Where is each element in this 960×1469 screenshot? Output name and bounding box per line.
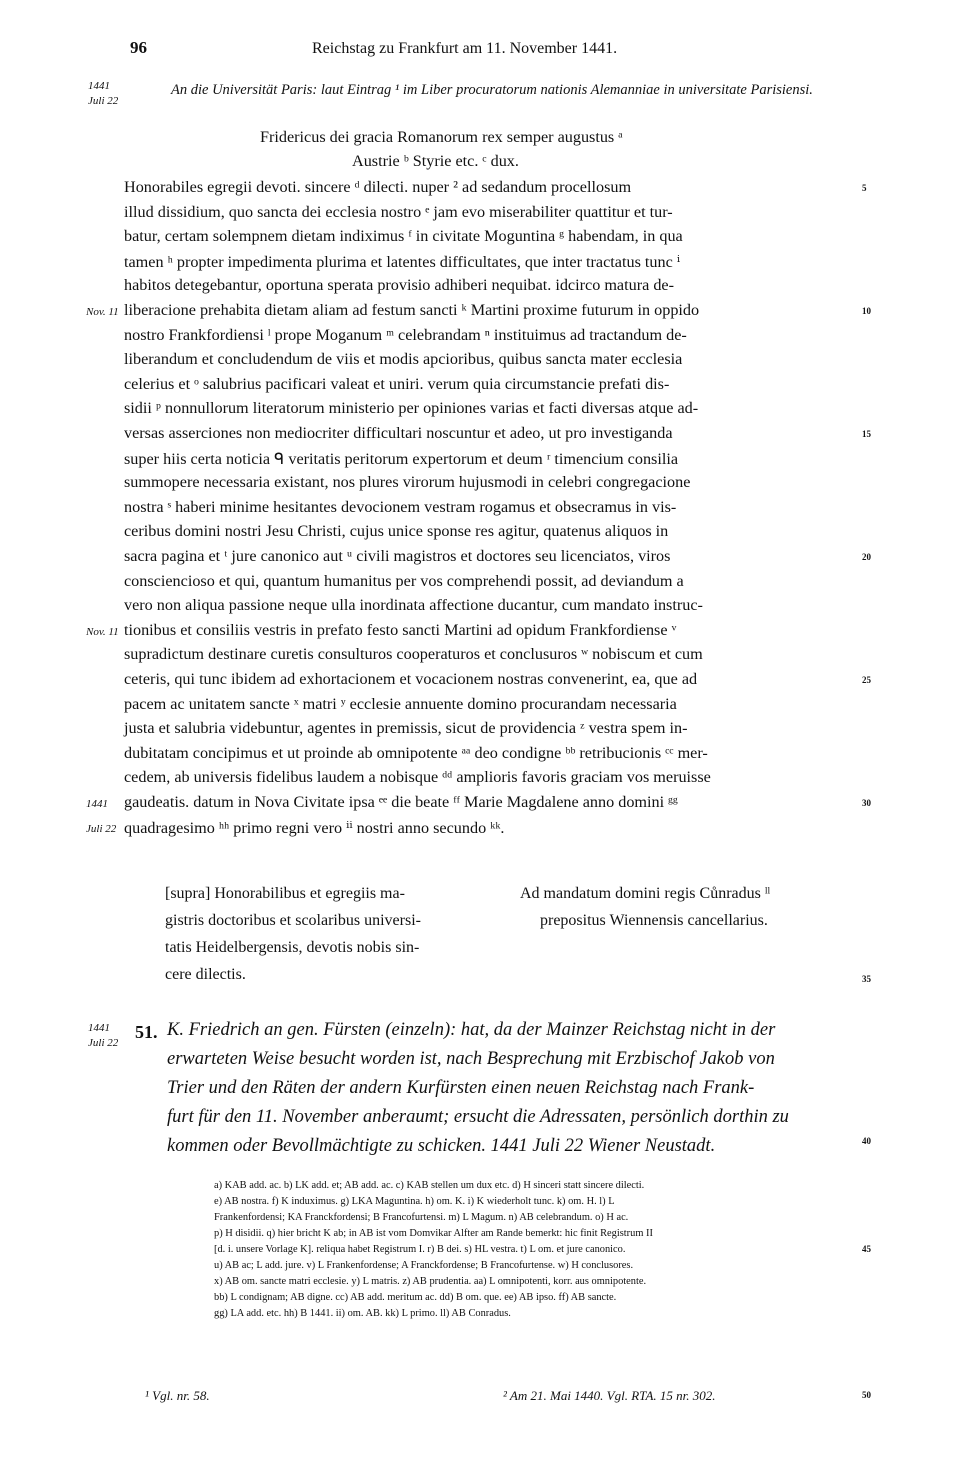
body-line: super hiis certa noticia ᑫ veritatis peritorum expertorum et deum ʳ timencium consilia <box>124 449 679 468</box>
page-number: 96 <box>130 38 147 57</box>
margin-year: 1441 <box>88 80 110 92</box>
salutation-line-1: Fridericus dei gracia Romanorum rex semper augustus ᵃ <box>260 128 623 146</box>
line-number: 20 <box>862 552 871 562</box>
variant-note-line: [d. i. unsere Vorlage K]. reliqua habet Registrum I. r) B dei. s) HL vestra. t) L om. et jure canonico. <box>214 1244 626 1255</box>
running-title: Reichstag zu Frankfurt am 11. November 1441. <box>312 40 618 57</box>
line-number: 30 <box>862 798 871 808</box>
line-number: 5 <box>862 183 867 193</box>
body-line: cedem, ab universis fidelibus laudem a nobisque ᵈᵈ amplioris favoris graciam vos meruisse <box>124 768 711 787</box>
variant-note-line: a) KAB add. ac. b) LK add. et; AB add. ac. c) KAB stellen um dux etc. d) H sinceri statt sincere dilecti. <box>214 1180 645 1191</box>
margin-date: Juli 22 <box>86 822 117 835</box>
body-line: justa et salubria videbuntur, agentes in premissis, sicut de providencia ᶻ vestra spem in- <box>124 719 688 738</box>
body-line: quadragesimo ʰʰ primo regni vero ⁱⁱ nostri anno secundo ᵏᵏ. <box>124 818 505 837</box>
margin-date: Nov. 11 <box>86 306 119 318</box>
address-left <box>165 880 421 988</box>
address-left-line: [supra] Honorabilibus et egregiis ma- <box>165 885 405 902</box>
regest <box>167 1016 789 1161</box>
body-line: tamen ʰ propter impedimenta plurima et latentes difficultates, que inter tractatus tunc ⁱ <box>124 252 681 271</box>
line-number: 35 <box>862 974 871 984</box>
body-line: nostro Frankfordiensi ˡ prope Moganum ᵐ celebrandam ⁿ instituimus ad tractandum de- <box>124 325 687 344</box>
document-heading: An die Universität Paris: laut Eintrag ¹ im Liber procuratorum nationis Alemanniae in universitate Parisiensi. <box>171 82 813 98</box>
margin-date: Juli 22 <box>88 95 119 107</box>
body-line: ceribus domini nostri Jesu Christi, cujus unice sponse res agitur, quatenus aliquos in <box>124 522 669 541</box>
footnote-1: ¹ Vgl. nr. 58. <box>145 1388 210 1403</box>
regest-line: kommen oder Bevollmächtigte zu schicken. 1441 Juli 22 Wiener Neustadt. <box>167 1136 716 1156</box>
body-line: sacra pagina et ᵗ jure canonico aut ᵘ civili magistros et doctores seu licenciatos, viros <box>124 547 671 565</box>
address-right-line: Ad mandatum domini regis Cůnradus ˡˡ <box>520 885 771 902</box>
variant-note-line: p) H disidii. q) hier bricht K ab; in AB ist vom Domvikar Alfter am Rande bemerkt: hic finit Registrum II <box>214 1228 653 1239</box>
margin-year: 1441 <box>88 1022 110 1034</box>
regest-line: Trier und den Räten der andern Kurfürsten einen neuen Reichstag nach Frank- <box>167 1078 755 1098</box>
address-left-line: tatis Heidelbergensis, devotis nobis sin- <box>165 939 420 956</box>
salutation-line-2: Austrie ᵇ Styrie etc. ᶜ dux. <box>352 152 519 170</box>
variant-note-line: x) AB om. sancte matri ecclesie. y) L matris. z) AB prudentia. aa) L omnipotenti, korr. aus omnipotente. <box>214 1276 647 1287</box>
line-number: 25 <box>862 675 871 685</box>
footnote-2: ² Am 21. Mai 1440. Vgl. RTA. 15 nr. 302. <box>503 1388 716 1403</box>
document-number: 51. <box>135 1022 158 1042</box>
body-line: ceteris, qui tunc ibidem ad exhortacionem et vocacionem nostras convenerint, ea, que ad <box>124 670 698 688</box>
line-number: 50 <box>862 1390 871 1400</box>
line-number: 40 <box>862 1136 871 1146</box>
variant-note-line: Frankenfordensi; KA Franckfordensi; B Francofurtensi. m) L Magum. n) AB celebrandum. o) H ac. <box>214 1212 629 1223</box>
body-line: gaudeatis. datum in Nova Civitate ipsa ᵉᵉ die beate ᶠᶠ Marie Magdalene anno domini ᵍᵍ <box>124 793 678 811</box>
address-left-line: gistris doctoribus et scolaribus universi- <box>165 912 421 929</box>
body-line: versas asserciones non mediocriter difficultari noscuntur et adeo, ut pro investiganda <box>124 424 673 442</box>
body-line: Honorabiles egregii devoti. sincere ᵈ dilecti. nuper ² ad sedandum procellosum <box>124 178 632 196</box>
address-left-line: cere dilectis. <box>165 966 246 983</box>
address-right-line: prepositus Wiennensis cancellarius. <box>540 912 768 929</box>
body-line: dubitatam concipimus et ut proinde ab omnipotente ᵃᵃ deo condigne ᵇᵇ retribucionis ᶜᶜ mer- <box>124 743 708 762</box>
regest-line: furt für den 11. November anberaumt; ersucht die Adressaten, persönlich dorthin zu <box>167 1107 789 1127</box>
variant-note-line: gg) LA add. etc. hh) B 1441. ii) om. AB. kk) L primo. ll) AB Conradus. <box>214 1308 511 1319</box>
margin-date: Juli 22 <box>88 1037 119 1049</box>
line-number: 10 <box>862 306 871 316</box>
margin-date: 1441 <box>86 798 108 810</box>
variant-note-line: u) AB ac; L add. jure. v) L Frankenfordense; A Franckfordense; B Francofurtense. w) H conclusores. <box>214 1260 634 1271</box>
body-line: sidii ᵖ nonnullorum literatorum ministerio per opiniones varias et facti diversas atque ad- <box>124 399 699 418</box>
variant-notes <box>214 1178 653 1322</box>
body-line: pacem ac unitatem sancte ˣ matri ʸ ecclesie annuente domino procurandam necessaria <box>124 694 677 713</box>
body-line: liberandum et concludendum de viis et modis apcioribus, quibus sancta mater ecclesia <box>124 350 683 369</box>
variant-note-line: bb) L condignam; AB digne. cc) AB add. meritum ac. dd) B om. que. ee) AB ipso. ff) AB sancte. <box>214 1292 617 1303</box>
regest-line: erwarteten Weise besucht worden ist, nach Besprechung mit Erzbischof Jakob von <box>167 1049 775 1069</box>
body-line: illud dissidium, quo sancta dei ecclesia nostro ᵉ jam evo miserabiliter quattitur et tur- <box>124 202 673 221</box>
body-line: habitos detegebantur, oportuna sperata provisio adhiberi nequibat. idcirco matura de- <box>124 276 674 295</box>
body-line: supradictum destinare curetis consulturos cooperaturos et conclusuros ʷ nobiscum et cum <box>124 645 703 664</box>
body-line: tionibus et consiliis vestris in prefato festo sancti Martini ad opidum Frankfordiense ᵛ <box>124 620 677 639</box>
margin-date: Nov. 11 <box>86 625 119 638</box>
body-line: nostra ˢ haberi minime hesitantes devocionem vestram rogamus et obsecramus in vis- <box>124 497 677 516</box>
body-line: vero non aliqua passione neque ulla inordinata affectione ducantur, cum mandato instruc- <box>124 596 703 615</box>
body-line: liberacione prehabita dietam aliam ad festum sancti ᵏ Martini proxime futurum in oppido <box>124 301 700 319</box>
body-line: celerius et ᵒ salubrius pacificari valeat et uniri. verum quia circumstancie prefati dis- <box>124 374 670 393</box>
line-number: 15 <box>862 429 871 439</box>
body-line: consciencioso et qui, quantum humanitus per vos comprehendi possit, ad deviandum a <box>124 571 684 590</box>
regest-line: K. Friedrich an gen. Fürsten (einzeln): hat, da der Mainzer Reichstag nicht in der <box>167 1020 776 1040</box>
body-line: batur, certam solempnem dietam indiximus ᶠ in civitate Moguntina ᵍ habendam, in qua <box>124 227 683 246</box>
variant-note-line: e) AB nostra. f) K induximus. g) LKA Maguntina. h) om. K. i) K wiederholt tunc. k) om. H. l) L <box>214 1196 615 1207</box>
address-right <box>520 880 770 934</box>
line-number: 45 <box>862 1244 871 1254</box>
body-line: summopere necessaria existant, nos plures virorum hujusmodi in celebri congregacione <box>124 473 691 492</box>
